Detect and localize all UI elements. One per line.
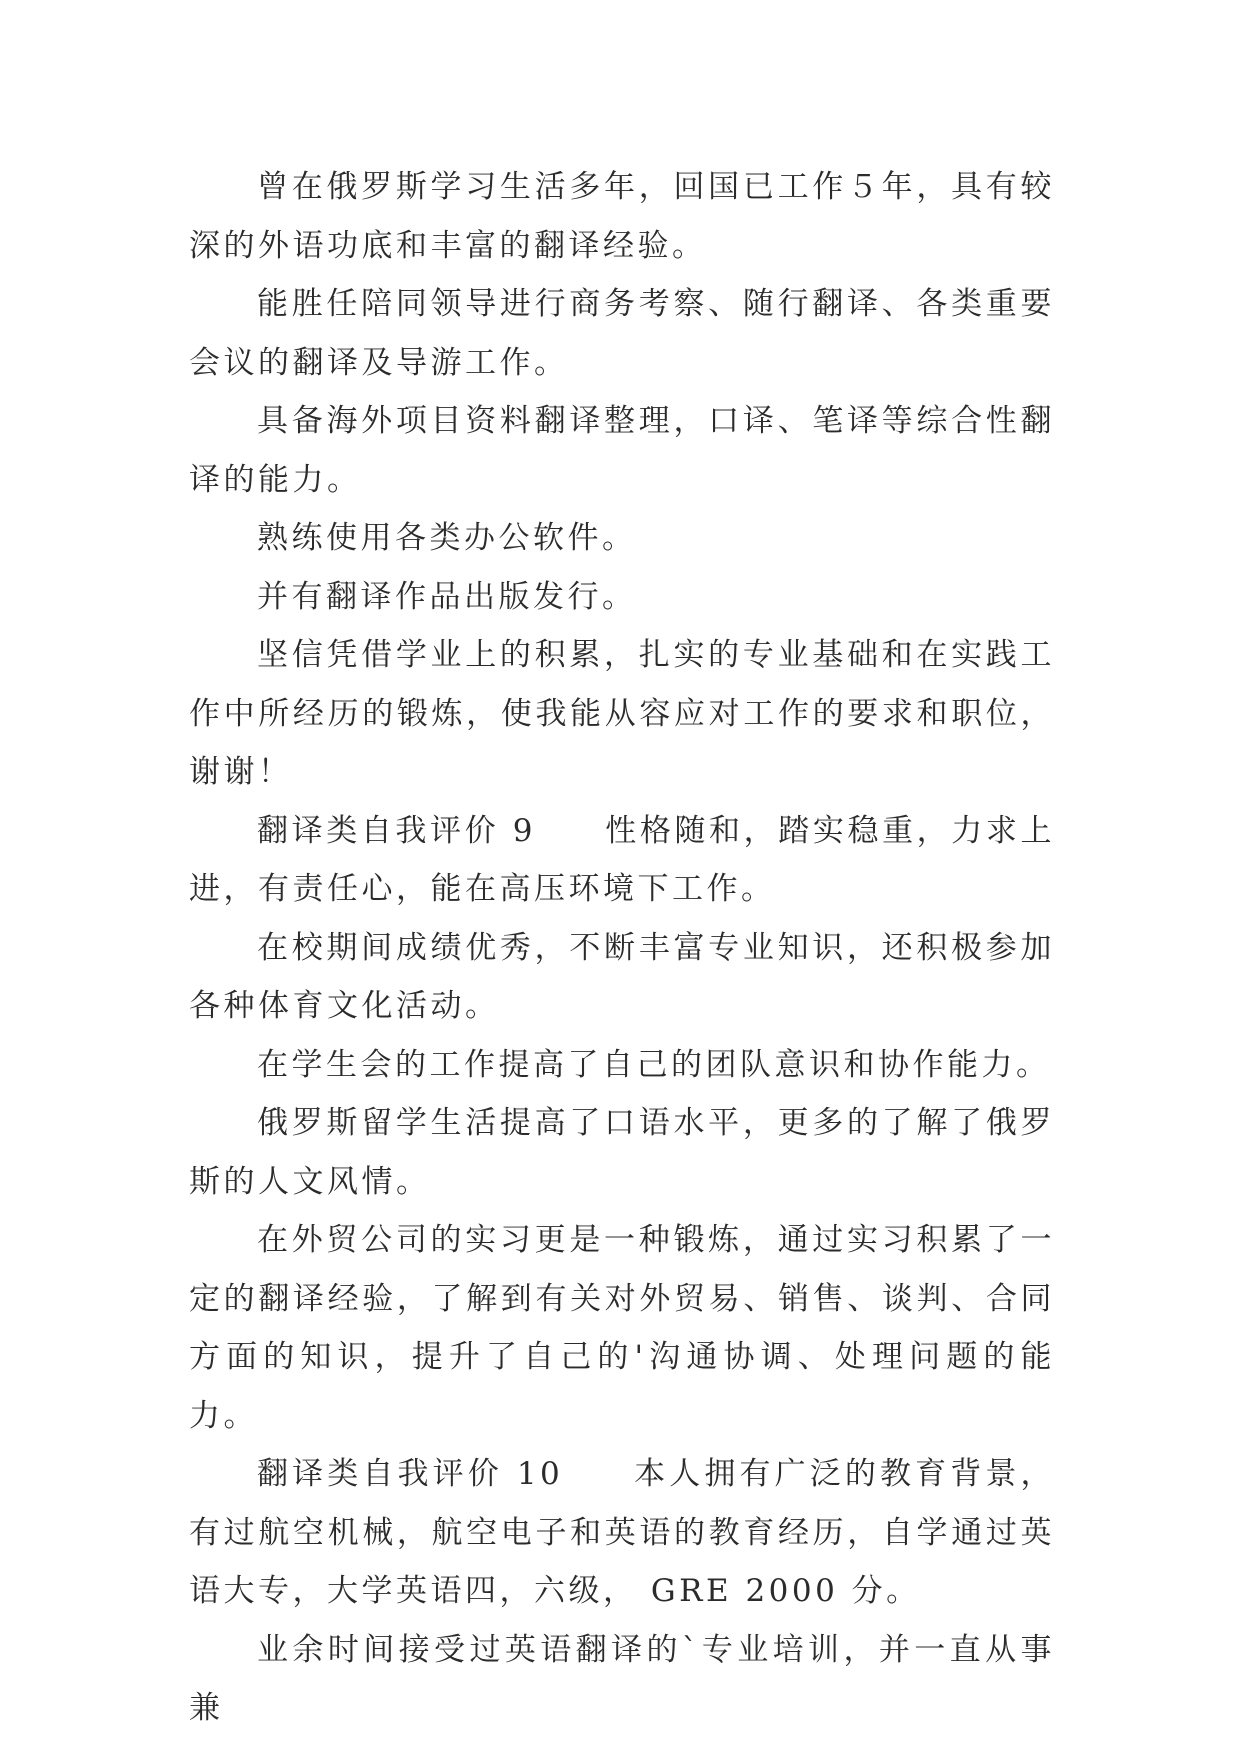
paragraph-1: 曾在俄罗斯学习生活多年，回国已工作５年，具有较深的外语功底和丰富的翻译经验。	[189, 169, 1055, 264]
paragraph-2: 能胜任陪同领导进行商务考察、随行翻译、各类重要会议的翻译及导游工作。	[189, 286, 1055, 381]
paragraph-12: 翻译类自我评价 10 本人拥有广泛的教育背景，有过航空机械，航空电子和英语的教育经历，自学通过英语大专，大学英语四，六级， GRE 2000 分。	[189, 1456, 1055, 1609]
document-body	[189, 158, 1055, 1738]
paragraph-6: 坚信凭借学业上的积累，扎实的专业基础和在实践工作中所经历的锻炼，使我能从容应对工作的要求和职位，谢谢！	[189, 637, 1055, 790]
paragraph-11: 在外贸公司的实习更是一种锻炼，通过实习积累了一定的翻译经验，了解到有关对外贸易、销售、谈判、合同方面的知识，提升了自己的'沟通协调、处理问题的能力。	[189, 1222, 1055, 1434]
paragraph-13: 业余时间接受过英语翻译的`专业培训，并一直从事兼	[189, 1631, 1055, 1726]
paragraph-10: 俄罗斯留学生活提高了口语水平，更多的了解了俄罗斯的人文风情。	[189, 1105, 1055, 1200]
paragraph-9: 在学生会的工作提高了自己的团队意识和协作能力。	[257, 1046, 1051, 1083]
paragraph-7: 翻译类自我评价 9 性格随和，踏实稳重，力求上进，有责任心，能在高压环境下工作。	[189, 812, 1055, 907]
paragraph-8: 在校期间成绩优秀，不断丰富专业知识，还积极参加各种体育文化活动。	[189, 929, 1055, 1024]
paragraph-4: 熟练使用各类办公软件。	[257, 520, 637, 556]
paragraph-3: 具备海外项目资料翻译整理，口译、笔译等综合性翻译的能力。	[189, 403, 1055, 498]
paragraph-5: 并有翻译作品出版发行。	[257, 578, 637, 615]
